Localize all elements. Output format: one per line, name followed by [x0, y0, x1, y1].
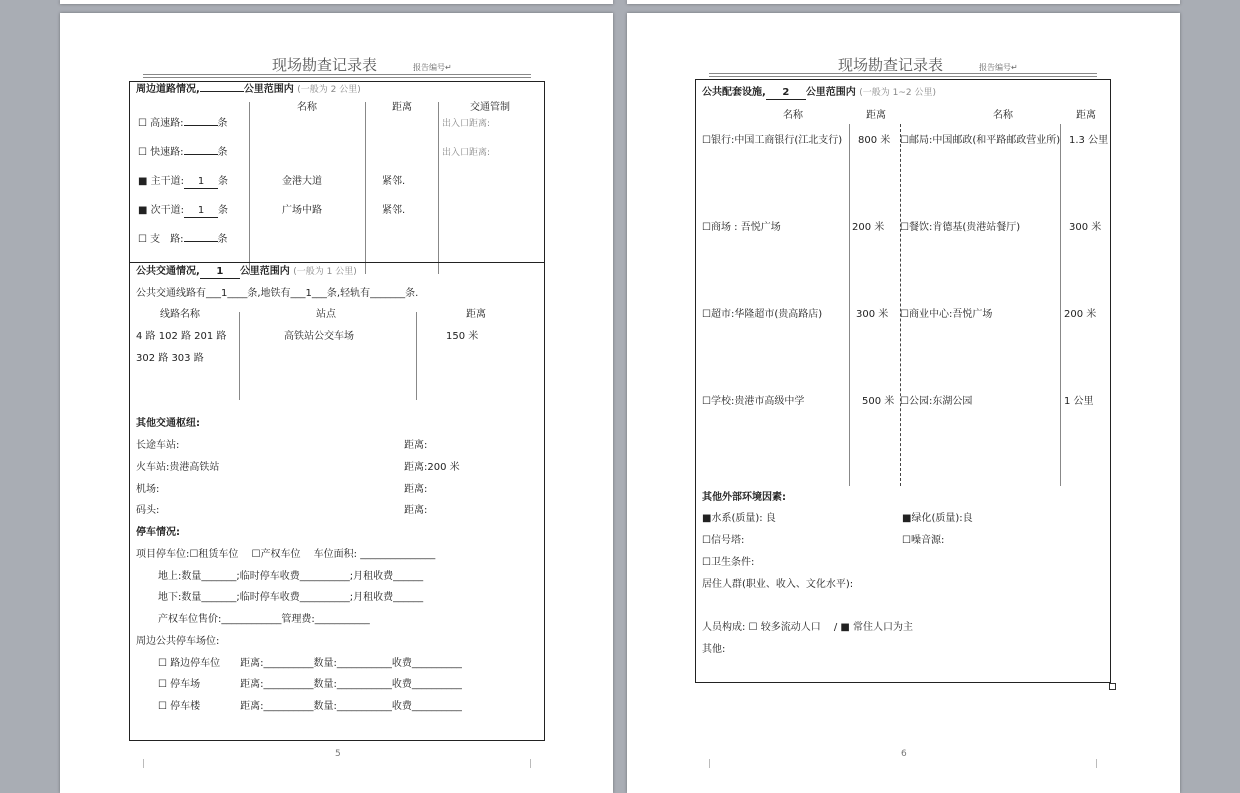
env-water: ■水系(质量): 良: [702, 513, 776, 524]
road-checkbox[interactable]: ☐: [138, 118, 147, 129]
col-divider: [1060, 124, 1061, 486]
transit-heading: 公共交通情况, 1 公里范围内 (一般为 1 公里): [136, 266, 357, 277]
road-control: 出入口距离:: [442, 119, 491, 129]
transit-divider-1: [239, 312, 240, 400]
environment-heading: 其他外部环境因素:: [702, 492, 786, 503]
parking-nearby: 周边公共停车场位:: [136, 636, 220, 647]
parking-line-3: 地下:数量_______;临时停车收费__________;月租收费______: [158, 592, 424, 603]
road-checkbox[interactable]: ■: [138, 205, 148, 216]
survey-table: 周边道路情况, 公里范围内 (一般为 2 公里) 名称 距离 交通管制 ☐ 高速路: 条 出入口距离: ☐ 快速路: 条 出入口距离: ■ 主干道: 1 条 金港大道 紧邻. ■ 次干道: 1 条 广场中路 紧邻. ☐ 支 路: 条 公共交通情况, 1 公里范围内 (一般为 1 公里) 公共交通线路有___1____条,地铁有___1___条,轻轨有_______条. 线路名称 站点 距离 4 路 102 路 201 路 302 路 303 路 高铁站公交车场 150 米 其他交通枢纽: 长途车站: 距离: 火车站:贵港高铁站 距离:200 米 机场: 距离: 码头: 距离: 停车情况: 项目停车位:☐租赁车位 ☐产权车位 车位面积: _______________ 地上:数量_______;临时停车收费__________;月租收费______ 地下:数量_______;临时停车收费__________;月租收费______ 产权车位售价:____________管理费:___________ 周边公共停车场位: ☐ 路边停车位 距离:__________数量:___________收费__________ ☐ 停车场 距离:__________数量:___________收费__________ ☐ 停车楼 距离:__________数量:___________收费__________: [129, 81, 545, 741]
road-checkbox[interactable]: ☐: [138, 147, 147, 158]
transit-distance: 150 米: [446, 331, 479, 342]
hubs-heading: 其他交通枢纽:: [136, 418, 200, 429]
env-green: ■绿化(质量):良: [902, 513, 973, 524]
road-distance: 紧邻.: [382, 205, 406, 216]
table-resize-handle[interactable]: [1109, 683, 1116, 690]
parking-row: ☐ 路边停车位 距离:__________数量:___________收费__________: [158, 658, 462, 669]
env-hygiene: ☐卫生条件:: [702, 557, 755, 568]
roads-divider-2: [365, 102, 366, 274]
document-page-6: [627, 13, 1180, 793]
parking-row: ☐ 停车场 距离:__________数量:___________收费__________: [158, 679, 462, 690]
page-number: 6: [901, 749, 907, 759]
facilities-table: 公共配套设施, 2 公里范围内 (一般为 1~2 公里) 名称 距离 名称 距离 ☐银行:中国工商银行(江北支行) 800 米 ☐邮局:中国邮政(和平路邮政营业所) 1.3 公里 ☐商场 : 吾悦广场 200 米 ☐餐饮:肯德基(贵港站餐厅) 300 米 ☐超市:华隆超市(贵高路店) 300 米 ☐商业中心:吾悦广场 200 米 ☐学校:贵港市高级中学 500 米 ☐公园:东湖公园 1 公里 其他外部环境因素: ■水系(质量): 良 ■绿化(质量):良 ☐信号塔: ☐噪音源: ☐卫生条件: 居住人群(职业、收入、文化水平): 人员构成: ☐ 较多流动人口 / ■ 常住人口为主 其他:: [695, 79, 1111, 683]
col-distance-right: 距离: [1076, 110, 1096, 121]
road-name: 金港大道: [282, 176, 322, 187]
parking-line-1: 项目停车位:☐租赁车位 ☐产权车位 车位面积: _______________: [136, 549, 436, 560]
roads-divider-3: [438, 102, 439, 274]
road-checkbox[interactable]: ☐: [138, 234, 147, 245]
section-divider: [130, 262, 544, 263]
margin-mark: [143, 759, 144, 768]
center-dashed-divider: [900, 124, 901, 486]
roads-heading: 周边道路情况, 公里范围内 (一般为 2 公里): [136, 84, 361, 95]
transit-summary: 公共交通线路有___1____条,地铁有___1___条,轻轨有_______条.: [136, 288, 419, 299]
roads-divider-1: [249, 102, 250, 274]
title-underline: [143, 74, 531, 75]
margin-mark: [1096, 759, 1097, 768]
env-other: 其他:: [702, 644, 726, 655]
transit-col-line: 线路名称: [160, 309, 200, 320]
prev-page-strip-right: [627, 0, 1180, 4]
env-tower: ☐信号塔:: [702, 535, 745, 546]
parking-line-2: 地上:数量_______;临时停车收费__________;月租收费______: [158, 571, 424, 582]
prev-page-strip-left: [60, 0, 613, 4]
transit-col-distance: 距离: [466, 309, 486, 320]
page-title: 现场勘查记录表: [272, 56, 378, 74]
transit-line-2: 302 路 303 路: [136, 353, 204, 364]
report-number-label: 报告编号↵: [413, 63, 452, 72]
document-page-5: [60, 13, 613, 793]
title-underline: [709, 73, 1097, 74]
road-control: 出入口距离:: [442, 148, 491, 158]
road-distance: 紧邻.: [382, 176, 406, 187]
col-name-left: 名称: [783, 110, 803, 121]
page-number: 5: [335, 749, 341, 759]
title-underline-2: [709, 76, 1097, 77]
road-name: 广场中路: [282, 205, 322, 216]
margin-mark: [530, 759, 531, 768]
env-composition: 人员构成: ☐ 较多流动人口 / ■ 常住人口为主: [702, 622, 914, 633]
roads-col-name: 名称: [297, 102, 317, 113]
transit-line-1: 4 路 102 路 201 路: [136, 331, 227, 342]
parking-heading: 停车情况:: [136, 527, 180, 538]
col-distance-left: 距离: [866, 110, 886, 121]
transit-station: 高铁站公交车场: [284, 331, 354, 342]
margin-mark: [709, 759, 710, 768]
title-underline-2: [143, 77, 531, 78]
env-residents: 居住人群(职业、收入、文化水平):: [702, 579, 854, 590]
roads-col-control: 交通管制: [470, 102, 510, 113]
road-checkbox[interactable]: ■: [138, 176, 148, 187]
env-noise: ☐噪音源:: [902, 535, 945, 546]
parking-line-4: 产权车位售价:____________管理费:___________: [158, 614, 370, 625]
transit-col-station: 站点: [316, 309, 336, 320]
col-name-right: 名称: [993, 110, 1013, 121]
page-title: 现场勘查记录表: [838, 56, 944, 74]
roads-col-distance: 距离: [392, 102, 412, 113]
col-divider: [849, 124, 850, 486]
facilities-heading: 公共配套设施, 2 公里范围内 (一般为 1~2 公里): [702, 87, 937, 98]
transit-divider-2: [416, 312, 417, 400]
report-number-label: 报告编号↵: [979, 63, 1018, 72]
parking-row: ☐ 停车楼 距离:__________数量:___________收费__________: [158, 701, 462, 712]
